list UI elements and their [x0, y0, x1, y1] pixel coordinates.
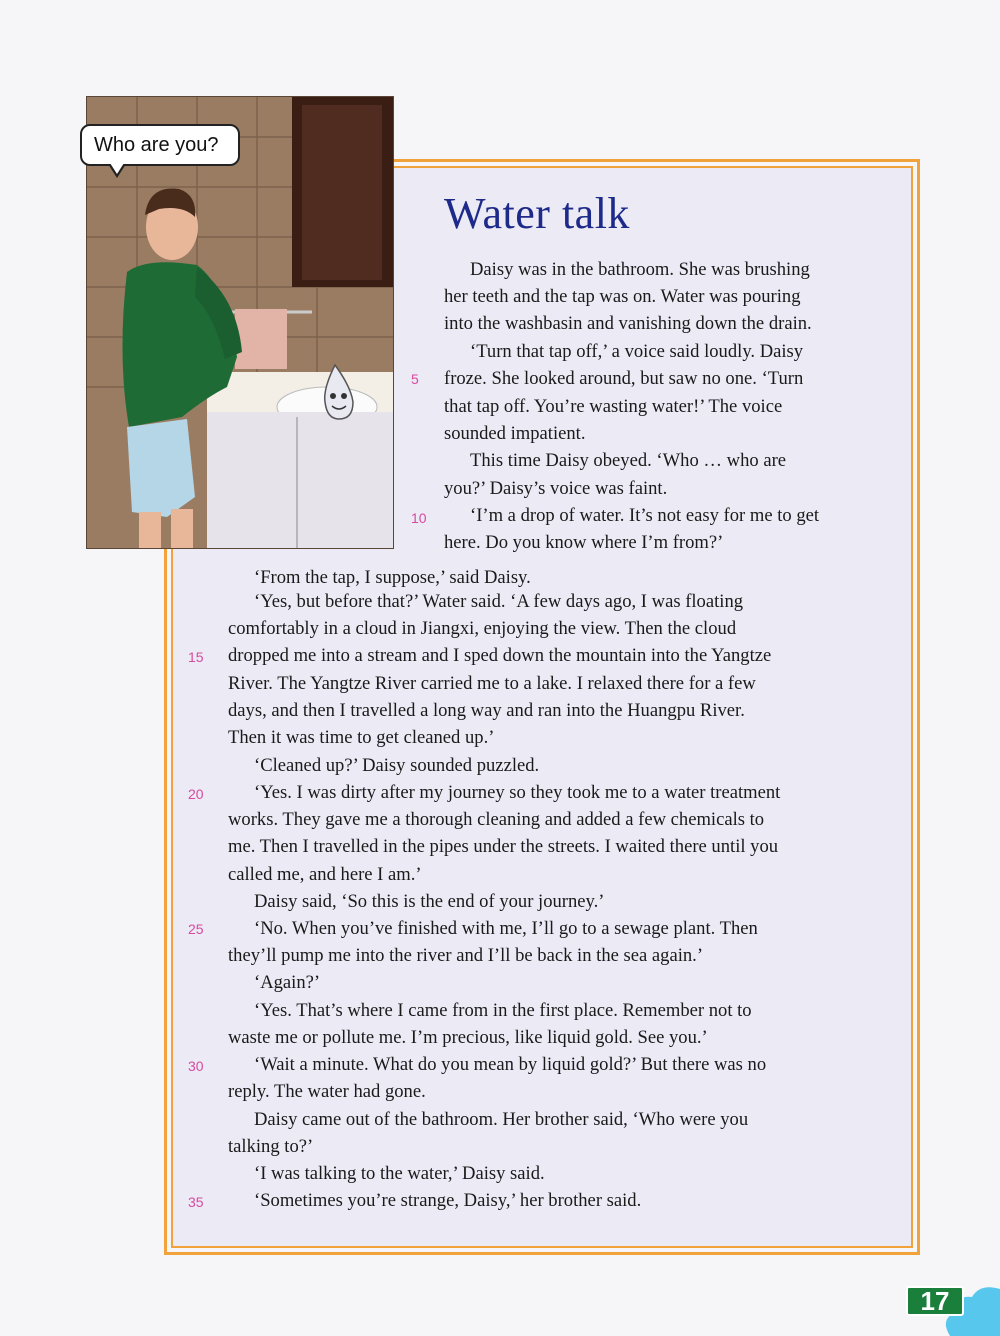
line-number: 20 — [188, 786, 204, 802]
line-number: 25 — [188, 921, 204, 937]
text-line: talking to?’ — [228, 1136, 314, 1157]
text-line: Then it was time to get cleaned up.’ — [228, 727, 495, 748]
text-line: into the washbasin and vanishing down the drain. — [444, 313, 812, 334]
text-line: her teeth and the tap was on. Water was pouring — [444, 286, 801, 307]
text-line: waste me or pollute me. I’m precious, like liquid gold. See you.’ — [228, 1027, 708, 1048]
text-line: called me, and here I am.’ — [228, 864, 422, 885]
text-line: that tap off. You’re wasting water!’ The voice — [444, 396, 783, 417]
text-line: ‘I’m a drop of water. It’s not easy for me to get — [470, 505, 820, 526]
text-line: ‘Yes, but before that?’ Water said. ‘A few days ago, I was floating — [254, 591, 744, 612]
text-line: Daisy said, ‘So this is the end of your journey.’ — [254, 891, 605, 912]
text-line: ‘Turn that tap off,’ a voice said loudly. Daisy — [470, 341, 804, 362]
text-line: works. They gave me a thorough cleaning and added a few chemicals to — [228, 809, 765, 830]
text-line: ‘No. When you’ve finished with me, I’ll go to a sewage plant. Then — [254, 918, 758, 939]
text-line: ‘Again?’ — [254, 972, 321, 993]
text-line: me. Then I travelled in the pipes under the streets. I waited there until you — [228, 836, 779, 857]
text-line: sounded impatient. — [444, 423, 586, 444]
text-line: ‘Yes. That’s where I came from in the first place. Remember not to — [254, 1000, 752, 1021]
text-line: This time Daisy obeyed. ‘Who … who are — [470, 450, 787, 471]
text-line: they’ll pump me into the river and I’ll be back in the sea again.’ — [228, 945, 704, 966]
speech-bubble: Who are you? — [80, 124, 240, 166]
text-line: ‘Cleaned up?’ Daisy sounded puzzled. — [254, 755, 540, 776]
text-line: River. The Yangtze River carried me to a lake. I relaxed there for a few — [228, 673, 756, 694]
page-number: 17 — [906, 1286, 964, 1316]
text-line: Daisy came out of the bathroom. Her brother said, ‘Who were you — [254, 1109, 749, 1130]
text-line: ‘From the tap, I suppose,’ said Daisy. — [254, 567, 531, 588]
text-line: comfortably in a cloud in Jiangxi, enjoying the view. Then the cloud — [228, 618, 737, 639]
text-line: froze. She looked around, but saw no one. ‘Turn — [444, 368, 804, 389]
text-line: ‘Wait a minute. What do you mean by liquid gold?’ But there was no — [254, 1054, 767, 1075]
text-line: ‘Sometimes you’re strange, Daisy,’ her brother said. — [254, 1190, 642, 1211]
text-line: ‘Yes. I was dirty after my journey so they took me to a water treatment — [254, 782, 781, 803]
line-number: 10 — [411, 510, 427, 526]
text-line: reply. The water had gone. — [228, 1081, 426, 1102]
text-line: here. Do you know where I’m from?’ — [444, 532, 724, 553]
line-number: 35 — [188, 1194, 204, 1210]
line-number: 15 — [188, 649, 204, 665]
story-title: Water talk — [444, 189, 630, 238]
text-line: dropped me into a stream and I sped down the mountain into the Yangtze — [228, 645, 772, 666]
text-line: ‘I was talking to the water,’ Daisy said. — [254, 1163, 545, 1184]
text-line: days, and then I travelled a long way and ran into the Huangpu River. — [228, 700, 745, 721]
line-number: 30 — [188, 1058, 204, 1074]
text-line: Daisy was in the bathroom. She was brushing — [470, 259, 810, 280]
line-number: 5 — [411, 371, 419, 387]
speech-bubble-tail-fill — [110, 163, 124, 174]
text-line: you?’ Daisy’s voice was faint. — [444, 478, 668, 499]
